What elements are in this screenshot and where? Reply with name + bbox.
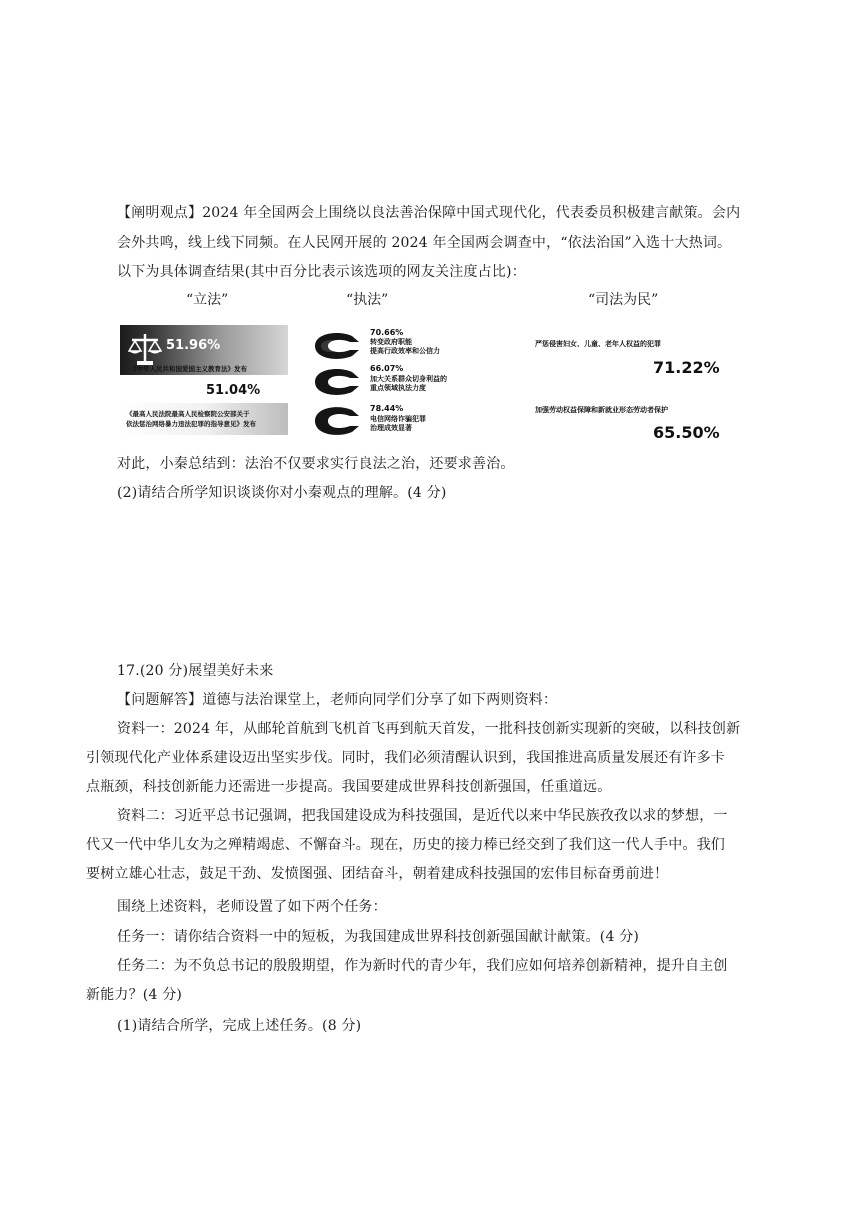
legislation-item2-percent: 51.04% — [206, 383, 261, 398]
q17-line-7: 要树立雄心壮志，鼓足干劲、发愤图强、团结奋斗，朝着建成科技强国的宏伟目标奋勇前进！ — [86, 866, 669, 882]
enforcement-item1-percent: 70.66% — [370, 328, 404, 337]
legislation-panel — [120, 325, 300, 443]
q17-line-2: 资料一：2024 年，从邮轮首航到飞机首飞再到航天首发，一批科技创新实现新的突破，以科技创新 — [117, 721, 741, 737]
legislation-item2-bar — [120, 403, 288, 435]
justice-panel — [535, 340, 725, 440]
legislation-title: “立法” — [186, 292, 229, 308]
legislation-item1-label: 《中华人民共和国爱国主义教育法》发布 — [130, 365, 247, 373]
intro-line-3: 以下为具体调查结果(其中百分比表示该选项的网友关注度占比)： — [117, 264, 526, 280]
q17-line-1: 【问题解答】道德与法治课堂上，老师向同学们分享了如下两则资料： — [117, 692, 558, 708]
q17-line-4: 点瓶颈，科技创新能力还需进一步提高。我国要建成世界科技创新强国，任重道远。 — [86, 779, 612, 795]
legislation-item2-label2: 依法惩治网络暴力违法犯罪的指导意见》发布 — [126, 420, 256, 428]
q17-title: 17.(20 分)展望美好未来 — [117, 663, 274, 679]
enforcement-item2-label1: 加大关系群众切身利益的 — [370, 375, 447, 383]
legislation-item2-label1: 《最高人民法院最高人民检察院公安部关于 — [126, 410, 250, 418]
justice-item1-label: 严惩侵害妇女、儿童、老年人权益的犯罪 — [535, 340, 661, 348]
enforcement-item1-label1: 转变政府职能 — [370, 338, 412, 346]
enforcement-title: “执法” — [346, 292, 389, 308]
summary-text: 对此，小秦总结到：法治不仅要求实行良法之治，还要求善治。 — [117, 456, 515, 472]
enforcement-item1-label2: 提高行政效率和公信力 — [370, 347, 440, 355]
justice-item2-percent: 65.50% — [653, 423, 720, 442]
enforcement-item3-label2: 治理成效显著 — [370, 424, 412, 432]
q17-line-11: 新能力？(4 分) — [86, 987, 183, 1003]
question-2: (2)请结合所学知识谈谈你对小秦观点的理解。(4 分) — [117, 485, 447, 501]
enforcement-item3-percent: 78.44% — [370, 404, 404, 413]
enforcement-item2-percent: 66.07% — [370, 364, 404, 373]
enforcement-item2-label2: 重点领域执法力度 — [370, 384, 426, 392]
q17-line-8: 围绕上述资料，老师设置了如下两个任务： — [117, 899, 387, 915]
legislation-item1-percent: 51.96% — [166, 338, 221, 353]
scales-icon — [128, 331, 162, 367]
q17-line-10: 任务二：为不负总书记的殷殷期望，作为新时代的青少年，我们应如何培养创新精神，提升自主创 — [117, 958, 728, 974]
justice-item2-label: 加强劳动权益保障和新就业形态劳动者保护 — [535, 406, 668, 414]
enforcement-item3-label1: 电信网络诈骗犯罪 — [370, 415, 426, 423]
q17-line-5: 资料二：习近平总书记强调，把我国建设成为科技强国，是近代以来中华民族孜孜以求的梦想，一 — [117, 808, 728, 824]
q17-line-9: 任务一：请你结合资料一中的短板，为我国建成世界科技创新强国献计献策。(4 分) — [117, 929, 640, 945]
q17-line-3: 引领现代化产业体系建设迈出坚实步伐。同时，我们必须清醒认识到，我国推进高质量发展还有许多卡 — [86, 750, 725, 766]
handcuff-icon — [312, 404, 362, 438]
q17-line-12: (1)请结合所学，完成上述任务。(8 分) — [117, 1018, 362, 1034]
handcuff-icon — [312, 366, 362, 396]
intro-line-2: 会外共鸣，线上线下同频。在人民网开展的 2024 年全国两会调查中，“依法治国”入选十大热词。 — [117, 235, 732, 251]
handcuff-icon — [312, 330, 362, 360]
justice-item1-percent: 71.22% — [653, 358, 720, 377]
enforcement-panel — [312, 324, 472, 444]
intro-line-1: 【阐明观点】2024 年全国两会上围绕以良法善治保障中国式现代化，代表委员积极建言献策。会内 — [117, 205, 741, 221]
q17-line-6: 代又一代中华儿女为之殚精竭虑、不懈奋斗。现在，历史的接力棒已经交到了我们这一代人手中。我们 — [86, 837, 725, 853]
justice-title: “司法为民” — [588, 292, 659, 308]
